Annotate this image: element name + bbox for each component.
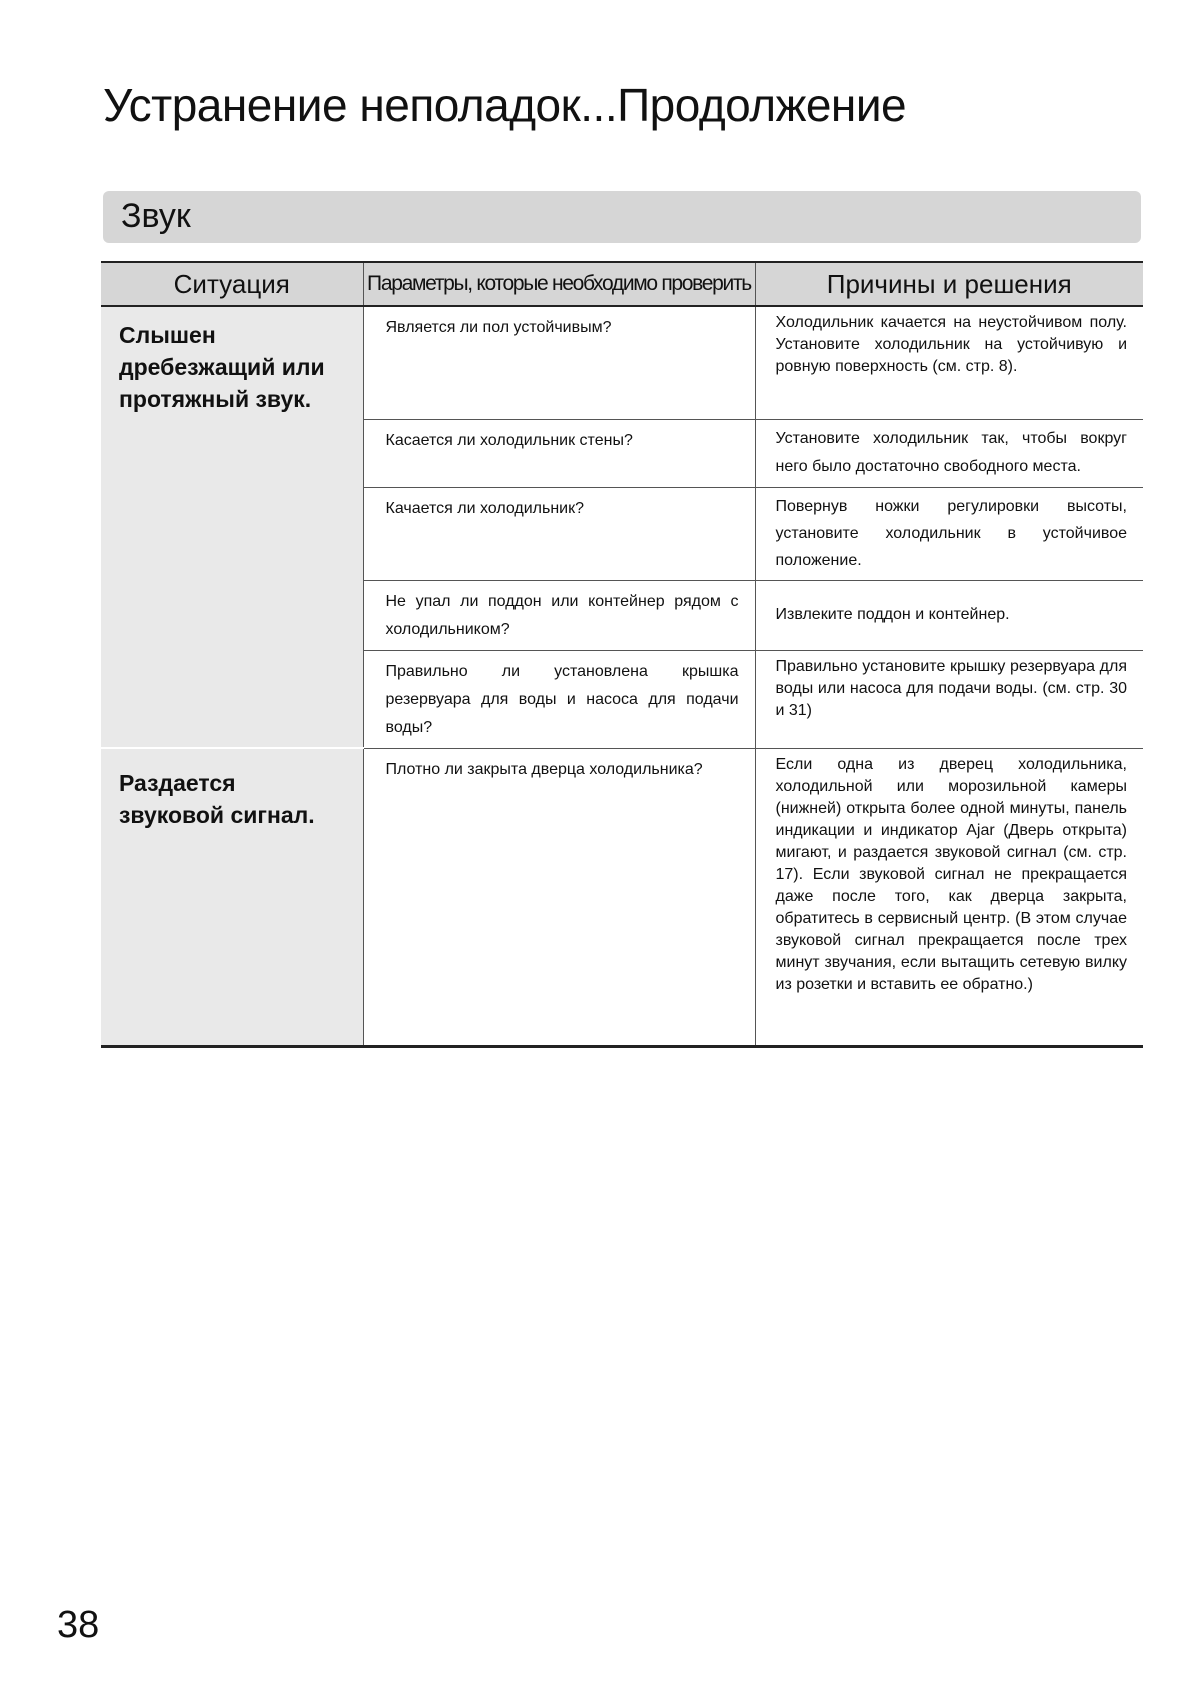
situation-cell: Слышен дребезжащий или протяжный звук. bbox=[101, 306, 363, 748]
check-cell: Касается ли холодильник стены? bbox=[363, 419, 755, 487]
situation-cell: Раздается звуковой сигнал. bbox=[101, 748, 363, 1046]
header-situation: Ситуация bbox=[101, 262, 363, 306]
table-row bbox=[101, 748, 1143, 1046]
solution-cell: Холодильник качается на неустойчивом полу. Установите холодильник на устойчивую и ровную поверхность (см. стр. 8). bbox=[755, 306, 1143, 419]
section-title: Звук bbox=[121, 197, 191, 235]
section-header-bar bbox=[103, 191, 1141, 243]
header-solution: Причины и решения bbox=[755, 262, 1143, 306]
header-check: Параметры, которые необходимо проверить bbox=[363, 262, 755, 306]
check-cell: Не упал ли поддон или контейнер рядом с холодильником? bbox=[363, 580, 755, 650]
table-row bbox=[101, 306, 1143, 419]
solution-cell: Правильно установите крышку резервуара для воды или насоса для подачи воды. (см. стр. 30 и 31) bbox=[755, 650, 1143, 748]
solution-cell: Извлеките поддон и контейнер. bbox=[755, 580, 1143, 650]
check-cell: Плотно ли закрыта дверца холодильника? bbox=[363, 748, 755, 1046]
page-number: 38 bbox=[57, 1604, 100, 1646]
solution-cell: Установите холодильник так, чтобы вокруг него было достаточно свободного места. bbox=[755, 419, 1143, 487]
solution-cell: Повернув ножки регулировки высоты, установите холодильник в устойчивое положение. bbox=[755, 487, 1143, 580]
page-title: Устранение неполадок...Продолжение bbox=[103, 79, 907, 131]
troubleshooting-table bbox=[101, 261, 1143, 1048]
solution-cell: Если одна из дверец холодильника, холодильной или морозильной камеры (нижней) открыта более одной минуты, панель индикации и индикатор Ajar (Дверь открыта) мигают, и раздается звуковой сигнал (см. стр. 17). Если звуковой сигнал не прекращается даже после того, как дверца закрыта, обратитесь в сервисный центр. (В этом случае звуковой сигнал прекращается после трех минут звучания, если вытащить сетевую вилку из розетки и вставить ее обратно.) bbox=[755, 748, 1143, 1046]
check-cell: Качается ли холодильник? bbox=[363, 487, 755, 580]
check-cell: Является ли пол устойчивым? bbox=[363, 306, 755, 419]
table-header-row bbox=[101, 262, 1143, 306]
check-cell: Правильно ли установлена крышка резервуара для воды и насоса для подачи воды? bbox=[363, 650, 755, 748]
